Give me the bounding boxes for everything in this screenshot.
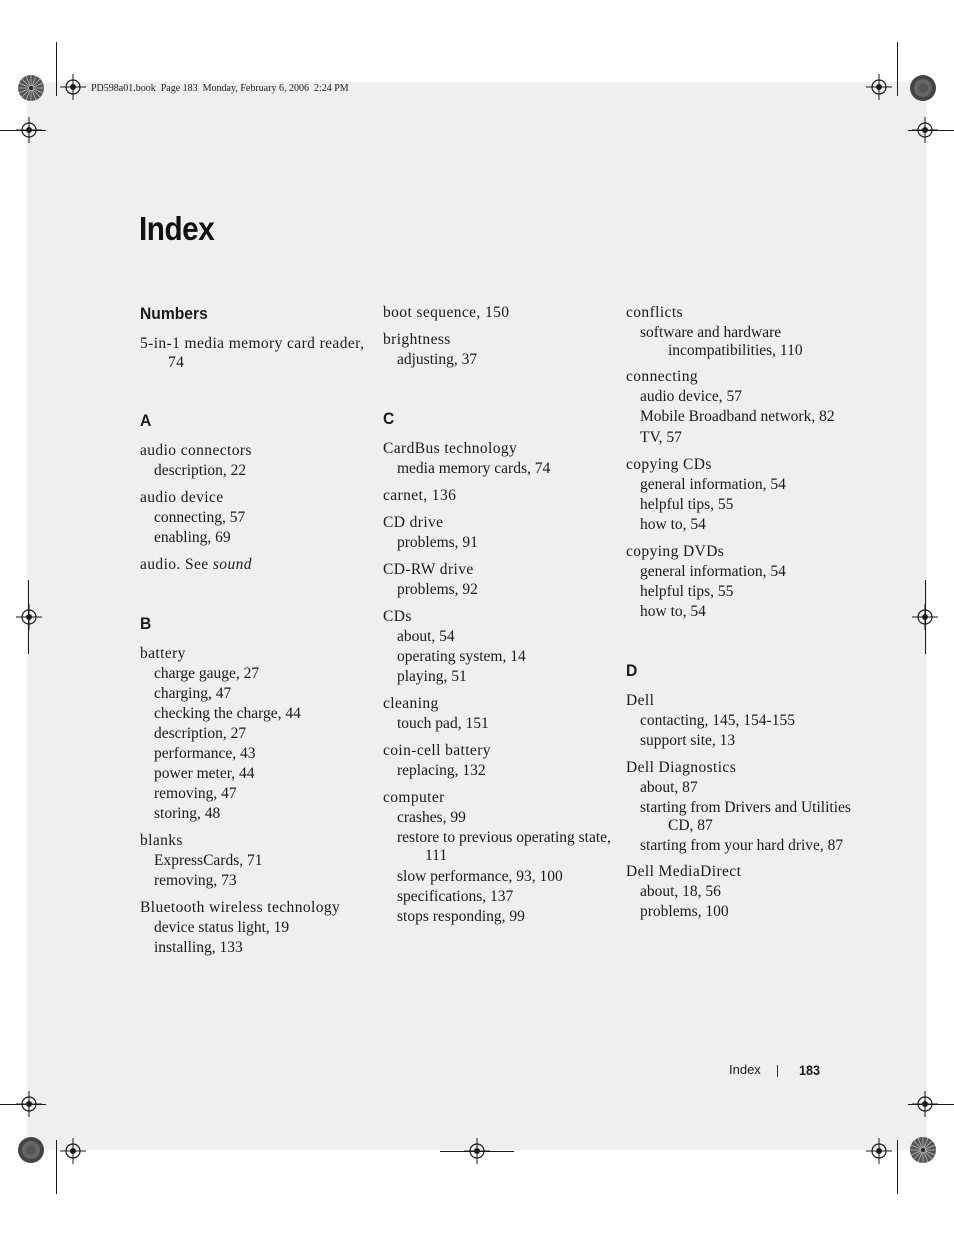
entry-term: Dell bbox=[626, 692, 655, 709]
entry-subterm: contacting, 145, 154-155 bbox=[640, 712, 795, 729]
entry-term: coin-cell battery bbox=[383, 742, 491, 759]
entry-subterm: about, 54 bbox=[397, 628, 455, 645]
entry-subterm: connecting, 57 bbox=[154, 509, 246, 526]
page-number: 183 bbox=[799, 1062, 821, 1078]
entry-subterm: about, 87 bbox=[640, 779, 698, 796]
registration-target-icon bbox=[912, 1091, 938, 1117]
entry-subterm: power meter, 44 bbox=[154, 765, 255, 782]
entry-subterm: starting from Drivers and Utilities CD, 87 bbox=[640, 799, 851, 834]
entry-subterm: description, 22 bbox=[154, 462, 247, 479]
entry-subterm: checking the charge, 44 bbox=[154, 705, 301, 722]
index-entry bbox=[383, 560, 618, 600]
registration-target-icon bbox=[912, 604, 938, 630]
entry-subterm: operating system, 14 bbox=[397, 648, 526, 665]
entry-term: boot sequence, 150 bbox=[383, 304, 510, 321]
index-entry bbox=[626, 455, 861, 535]
section-heading-numbers: Numbers bbox=[140, 304, 208, 323]
entry-subterm: general information, 54 bbox=[640, 563, 786, 580]
see-reference: sound bbox=[212, 556, 252, 573]
entry-subterm: playing, 51 bbox=[397, 668, 467, 685]
entry-subterm: problems, 92 bbox=[397, 581, 478, 598]
index-entry bbox=[383, 694, 618, 734]
entry-subterm: device status light, 19 bbox=[154, 919, 290, 936]
index-entry bbox=[383, 330, 618, 370]
entry-subterm: removing, 73 bbox=[154, 872, 237, 889]
footer-divider bbox=[777, 1065, 778, 1077]
crop-mark bbox=[897, 42, 898, 96]
registration-target-icon bbox=[16, 117, 42, 143]
section-heading-d: D bbox=[626, 661, 638, 680]
index-entry bbox=[383, 788, 618, 927]
entry-term: carnet, 136 bbox=[383, 487, 457, 504]
starburst-mark-icon bbox=[909, 74, 937, 102]
index-entry bbox=[626, 691, 861, 751]
entry-subterm: touch pad, 151 bbox=[397, 715, 489, 732]
index-entry bbox=[140, 441, 375, 481]
entry-subterm: helpful tips, 55 bbox=[640, 583, 734, 600]
index-entry bbox=[140, 898, 375, 958]
entry-subterm: specifications, 137 bbox=[397, 888, 514, 905]
entry-term: CDs bbox=[383, 608, 412, 625]
entry-term: 5-in-1 media memory card reader, 74 bbox=[140, 335, 365, 371]
entry-subterm: performance, 43 bbox=[154, 745, 256, 762]
entry-subterm: description, 27 bbox=[154, 725, 247, 742]
footer-section-label: Index bbox=[729, 1062, 761, 1077]
crop-mark bbox=[56, 42, 57, 96]
entry-subterm: charge gauge, 27 bbox=[154, 665, 260, 682]
entry-subterm: support site, 13 bbox=[640, 732, 736, 749]
entry-subterm: problems, 100 bbox=[640, 903, 729, 920]
entry-subterm: how to, 54 bbox=[640, 603, 706, 620]
entry-term: Bluetooth wireless technology bbox=[140, 899, 341, 916]
starburst-mark-icon bbox=[909, 1136, 937, 1164]
entry-subterm: replacing, 132 bbox=[397, 762, 486, 779]
registration-target-icon bbox=[912, 117, 938, 143]
entry-term: CD-RW drive bbox=[383, 561, 474, 578]
entry-term: Dell MediaDirect bbox=[626, 863, 742, 880]
entry-subterm: crashes, 99 bbox=[397, 809, 466, 826]
registration-target-icon bbox=[866, 74, 892, 100]
entry-subterm: how to, 54 bbox=[640, 516, 706, 533]
entry-term: computer bbox=[383, 789, 445, 806]
registration-target-icon bbox=[60, 1138, 86, 1164]
entry-subterm: media memory cards, 74 bbox=[397, 460, 551, 477]
entry-term: audio device bbox=[140, 489, 224, 506]
registration-target-icon bbox=[60, 74, 86, 100]
entry-subterm: ExpressCards, 71 bbox=[154, 852, 263, 869]
section-heading-a: A bbox=[140, 411, 152, 430]
entry-subterm: audio device, 57 bbox=[640, 388, 743, 405]
entry-subterm: enabling, 69 bbox=[154, 529, 231, 546]
entry-subterm: storing, 48 bbox=[154, 805, 221, 822]
entry-term: copying DVDs bbox=[626, 543, 725, 560]
entry-term bbox=[140, 555, 375, 575]
entry-subterm: Mobile Broadband network, 82 bbox=[640, 408, 835, 425]
entry-subterm: removing, 47 bbox=[154, 785, 237, 802]
index-entry bbox=[140, 644, 375, 824]
index-entry bbox=[383, 607, 618, 687]
print-slug: PD598a01.book Page 183 Monday, February 6, 2006 2:24 PM bbox=[91, 83, 349, 94]
entry-term: audio connectors bbox=[140, 442, 252, 459]
entry-subterm: starting from your hard drive, 87 bbox=[640, 837, 844, 854]
crop-mark bbox=[56, 1140, 57, 1194]
see-text: audio. See bbox=[140, 556, 209, 573]
index-entry bbox=[626, 542, 861, 622]
entry-term: blanks bbox=[140, 832, 183, 849]
crop-mark bbox=[897, 1140, 898, 1194]
entry-subterm: installing, 133 bbox=[154, 939, 243, 956]
entry-term: CD drive bbox=[383, 514, 444, 531]
entry-subterm: software and hardware incompatibilities, 110 bbox=[640, 324, 803, 359]
entry-subterm: restore to previous operating state, 111 bbox=[397, 829, 611, 864]
entry-term: conflicts bbox=[626, 304, 683, 321]
entry-subterm: general information, 54 bbox=[640, 476, 786, 493]
entry-subterm: charging, 47 bbox=[154, 685, 232, 702]
index-column-2 bbox=[383, 303, 618, 934]
index-entry bbox=[383, 486, 618, 506]
registration-target-icon bbox=[16, 604, 42, 630]
entry-subterm: TV, 57 bbox=[640, 429, 682, 446]
registration-target-icon bbox=[464, 1138, 490, 1164]
index-entry bbox=[383, 741, 618, 781]
registration-target-icon bbox=[16, 1091, 42, 1117]
index-entry bbox=[140, 488, 375, 548]
entry-term: CardBus technology bbox=[383, 440, 518, 457]
page-title: Index bbox=[139, 210, 215, 247]
entry-subterm: helpful tips, 55 bbox=[640, 496, 734, 513]
index-entry bbox=[626, 303, 861, 360]
entry-subterm: stops responding, 99 bbox=[397, 908, 525, 925]
entry-subterm: about, 18, 56 bbox=[640, 883, 721, 900]
index-column-1 bbox=[140, 303, 375, 965]
index-entry bbox=[140, 555, 375, 575]
starburst-mark-icon bbox=[17, 1136, 45, 1164]
index-entry bbox=[140, 831, 375, 891]
starburst-mark-icon bbox=[17, 74, 45, 102]
entry-subterm: adjusting, 37 bbox=[397, 351, 478, 368]
entry-term: connecting bbox=[626, 368, 699, 385]
entry-term: cleaning bbox=[383, 695, 439, 712]
registration-target-icon bbox=[866, 1138, 892, 1164]
index-entry bbox=[140, 334, 375, 372]
entry-term: copying CDs bbox=[626, 456, 712, 473]
entry-term: battery bbox=[140, 645, 186, 662]
index-entry bbox=[626, 758, 861, 855]
section-heading-b: B bbox=[140, 614, 152, 633]
index-column-3 bbox=[626, 303, 861, 929]
section-heading-c: C bbox=[383, 409, 395, 428]
entry-term: brightness bbox=[383, 331, 451, 348]
index-entry bbox=[626, 862, 861, 922]
index-entry bbox=[383, 439, 618, 479]
index-entry bbox=[383, 303, 618, 323]
entry-subterm: problems, 91 bbox=[397, 534, 478, 551]
index-entry bbox=[626, 367, 861, 448]
entry-subterm: slow performance, 93, 100 bbox=[397, 868, 563, 885]
entry-term: Dell Diagnostics bbox=[626, 759, 737, 776]
index-entry bbox=[383, 513, 618, 553]
